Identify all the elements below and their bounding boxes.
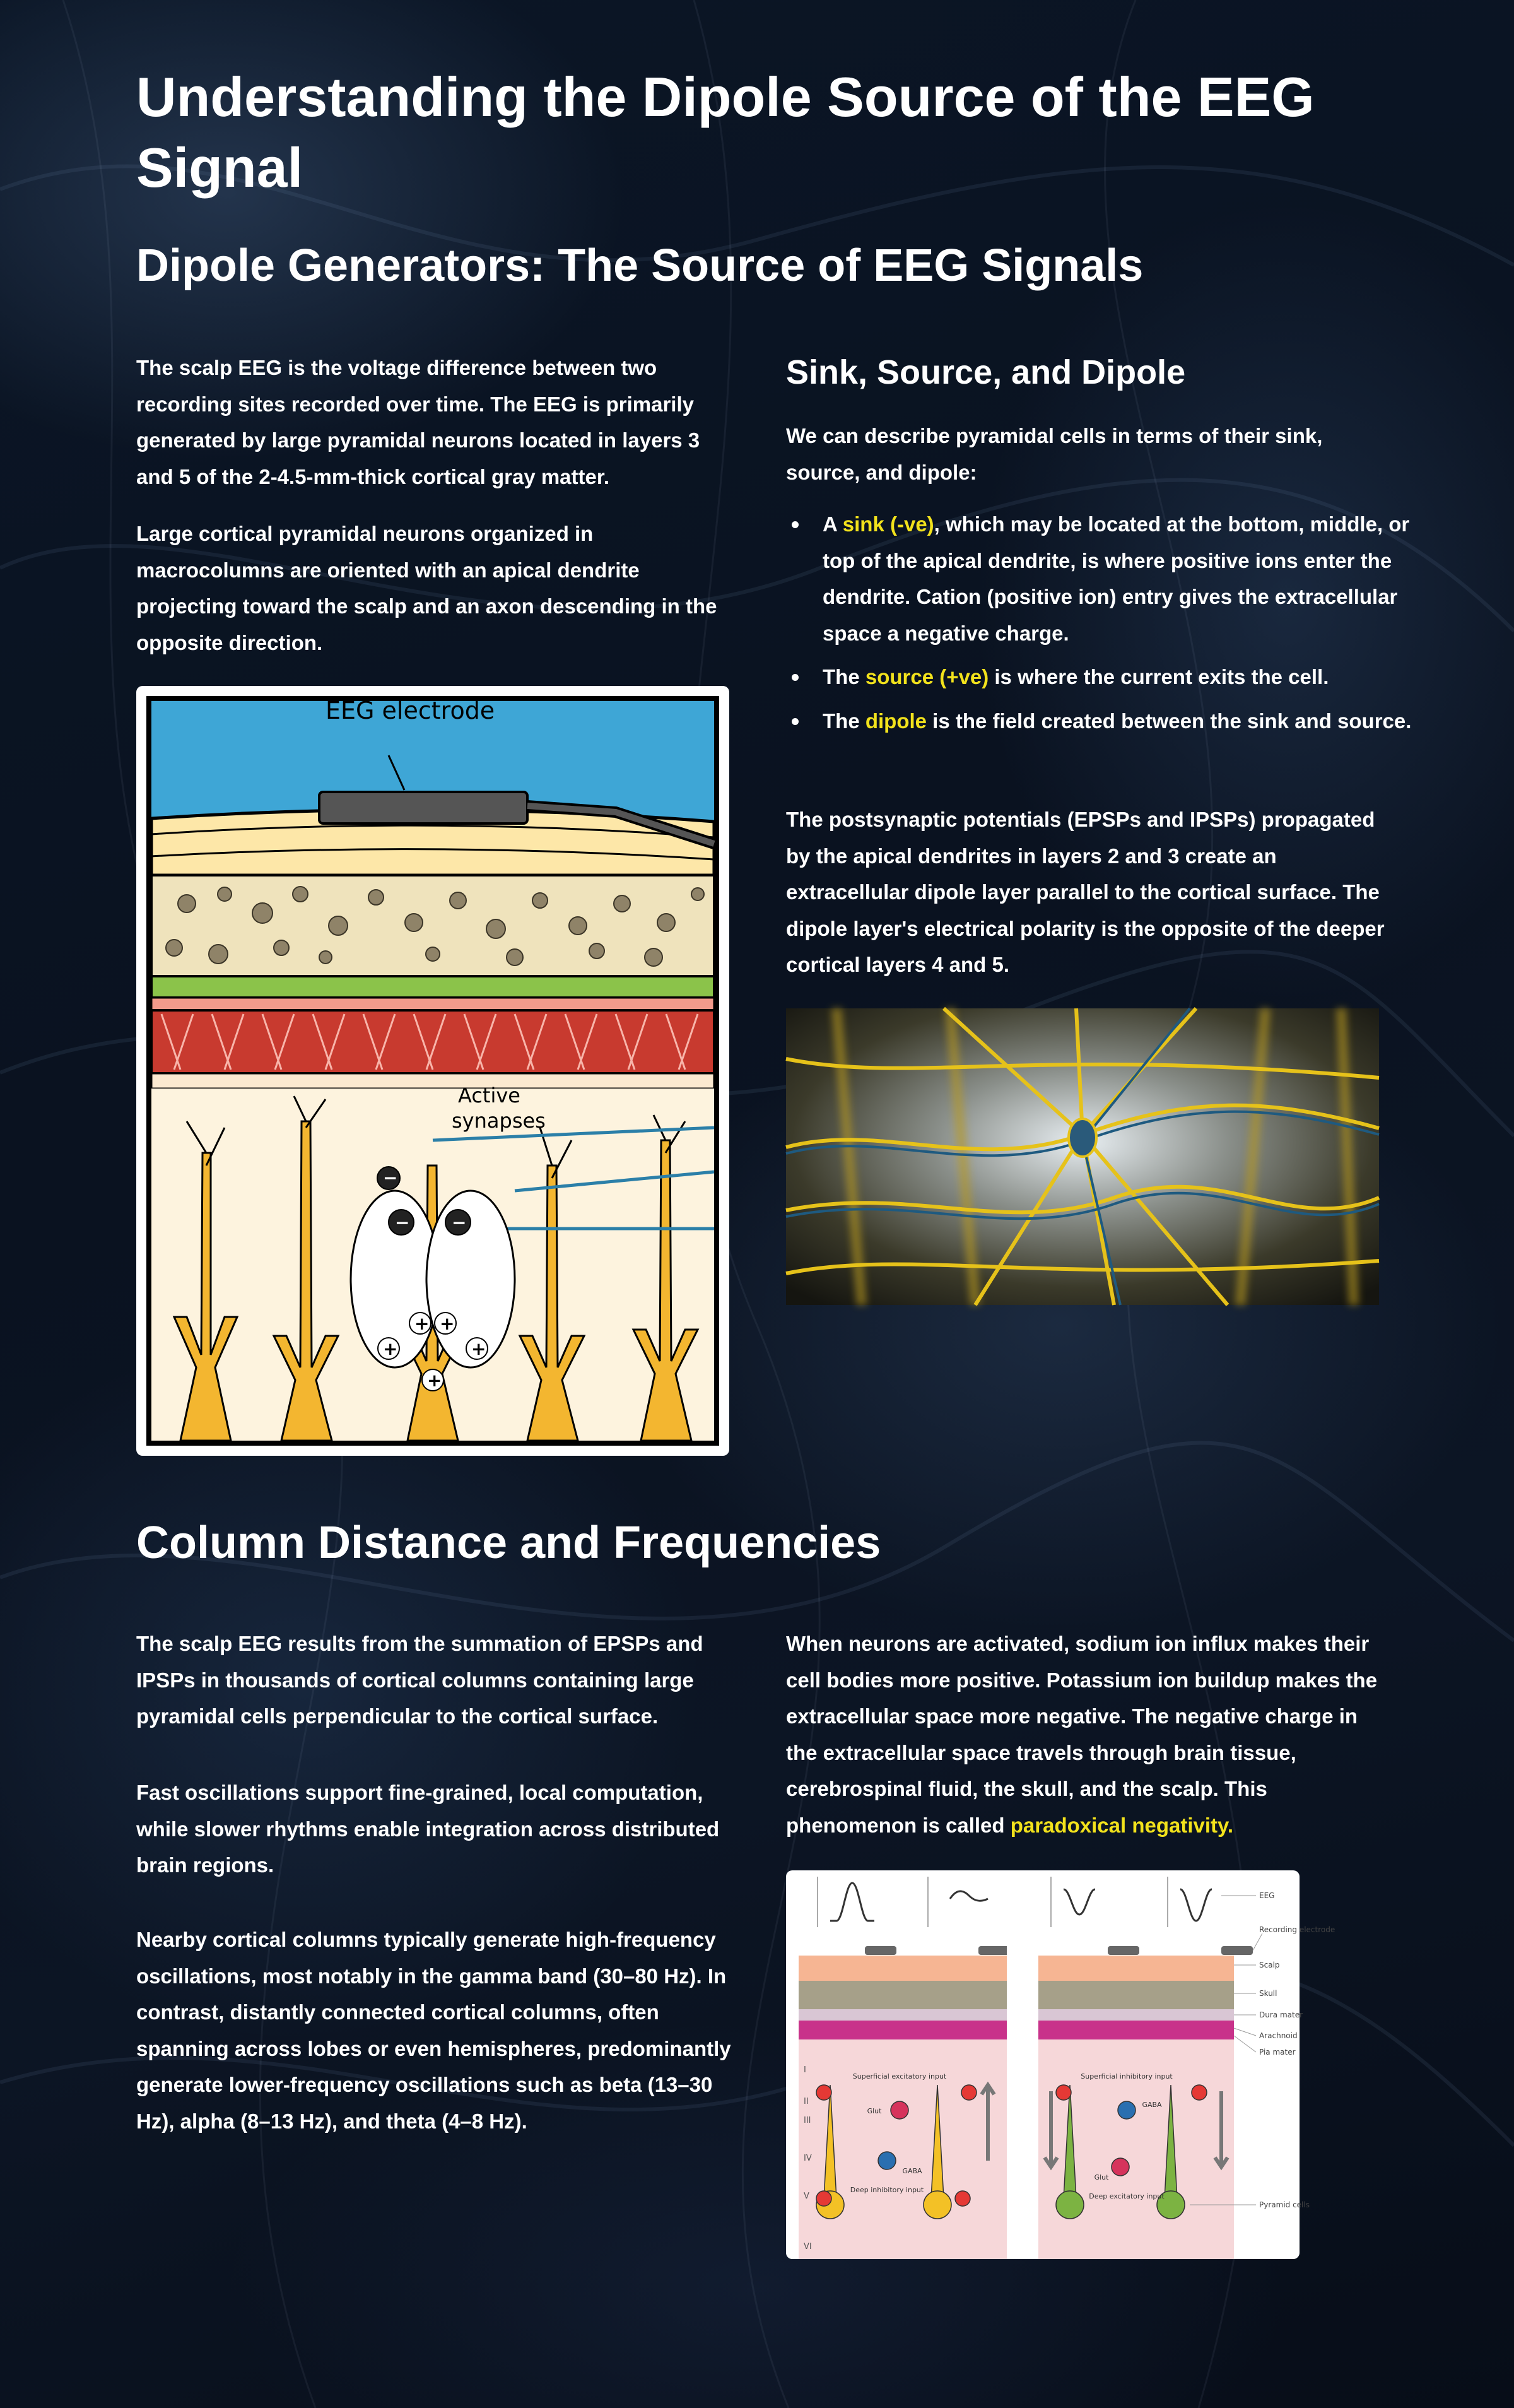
synapse-label-line1: Active — [458, 1083, 520, 1107]
svg-text:+: + — [427, 1370, 442, 1391]
paragraph-frequency-bands: Nearby cortical columns typically generate high-frequency oscillations, most notably in the gamma band (30–80 Hz). In contrast, distantly connected cortical columns, often spanning across lobes or even hemispheres, predominantly generate lower-frequency oscillations such as beta (13–30 Hz), alpha (8–13 Hz), and theta (4–8 Hz). — [136, 1928, 731, 2133]
paragraph-summation: The scalp EEG results from the summation of EPSPs and IPSPs in thousands of cortical columns containing large pyramidal cells perpendicular to the cortical surface. — [136, 1632, 703, 1728]
left-glut-label: Glut — [867, 2107, 882, 2115]
layer-label-1: I — [804, 2065, 806, 2075]
svg-text:−: − — [452, 1212, 467, 1233]
fig-label-scalp: Scalp — [1259, 1961, 1280, 1969]
sink-source-list — [786, 506, 1422, 747]
fig-label-dura-mater: Dura mater — [1259, 2010, 1303, 2019]
right-deep-input-label: Deep excitatory input — [1089, 2192, 1165, 2200]
fig-label-pyramid-cells: Pyramid cells — [1259, 2200, 1310, 2209]
left-deep-input-label: Deep inhibitory input — [850, 2186, 924, 2194]
svg-text:+: + — [440, 1313, 455, 1334]
highlight-dipole: dipole — [865, 709, 927, 733]
layer-label-5: V — [804, 2192, 809, 2201]
svg-text:+: + — [414, 1313, 430, 1334]
neuron-network-image — [786, 1008, 1379, 1305]
fig-label-skull: Skull — [1259, 1989, 1277, 1998]
layer-label-2: II — [804, 2097, 809, 2106]
svg-text:+: + — [383, 1338, 398, 1359]
section-heading-dipole-generators: Dipole Generators: The Source of EEG Signals — [136, 240, 1144, 291]
fig-label-eeg: EEG — [1259, 1891, 1275, 1900]
layer-label-6: VI — [804, 2242, 812, 2252]
right-top-input-label: Superficial inhibitory input — [1081, 2072, 1173, 2080]
electrode-label: EEG electrode — [326, 697, 495, 724]
paragraph-postsynaptic-potentials: The postsynaptic potentials (EPSPs and IPSPs) propagated by the apical dendrites in layers 2 and 3 create an extracellular dipole layer parallel to the cortical surface. The dipole layer's electrical polarity is the opposite of the deeper cortical layers 4 and 5. — [786, 808, 1385, 976]
left-top-input-label: Superficial excitatory input — [852, 2072, 947, 2080]
paragraph-paradoxical-negativity: When neurons are activated, sodium ion influx makes their cell bodies more positive. Potassium ion buildup makes the extracellular space more negative. The negative charge in the extracellular space travels through brain tissue, cerebrospinal fluid, the skull, and the scalp. This phenomenon is called paradoxical negativity. — [786, 1632, 1378, 1837]
bullet-source: The source (+ve) is where the current exits the cell. — [823, 659, 1422, 695]
page-title: Understanding the Dipole Source of the EEG Signal — [136, 66, 1315, 199]
eeg-electrode-illustration — [136, 686, 729, 1456]
cortical-layers-diagram — [786, 1870, 1335, 2259]
right-gaba-label: GABA — [1142, 2101, 1162, 2109]
layer-label-4: IV — [804, 2154, 812, 2163]
fig-label-arachnoid: Arachnoid — [1259, 2031, 1298, 2040]
section-heading-column-distance: Column Distance and Frequencies — [136, 1518, 881, 1568]
bullet-dipole: The dipole is the field created between the sink and source. — [823, 703, 1422, 740]
bullet-sink: A sink (-ve), which may be located at the bottom, middle, or top of the apical dendrite, is where positive ions enter the dendrite. Cation (positive ion) entry gives the extracellular space a negative charge. — [823, 506, 1422, 651]
left-gaba-label: GABA — [902, 2167, 922, 2175]
fig-label-pia-mater: Pia mater — [1259, 2048, 1296, 2057]
paragraph-pyramidal-neurons: Large cortical pyramidal neurons organized in macrocolumns are oriented with an apical dendrite projecting toward the scalp and an axon descending in the opposite direction. — [136, 522, 717, 654]
fig-label-recording-electrode: Recording electrode — [1259, 1925, 1335, 1934]
highlight-source: source (+ve) — [865, 665, 989, 688]
paragraph-sink-intro: We can describe pyramidal cells in terms of their sink, source, and dipole: — [786, 424, 1323, 484]
svg-text:+: + — [471, 1338, 486, 1359]
layer-label-3: III — [804, 2116, 811, 2125]
synapse-label-line2: synapses — [452, 1109, 546, 1133]
highlight-paradoxical-negativity: paradoxical negativity. — [1010, 1813, 1234, 1837]
svg-text:−: − — [383, 1167, 398, 1188]
paragraph-scalp-eeg: The scalp EEG is the voltage difference between two recording sites recorded over time. The EEG is primarily generated by large pyramidal neurons located in layers 3 and 5 of the 2-4.5-mm-thick cortical gray matter. — [136, 356, 700, 488]
subheading-sink-source-dipole: Sink, Source, and Dipole — [786, 353, 1186, 391]
highlight-sink: sink (-ve) — [842, 512, 934, 536]
svg-text:−: − — [395, 1212, 410, 1233]
right-glut-label: Glut — [1094, 2173, 1109, 2181]
paragraph-oscillations: Fast oscillations support fine-grained, local computation, while slower rhythms enable integration across distributed brain regions. — [136, 1781, 720, 1877]
